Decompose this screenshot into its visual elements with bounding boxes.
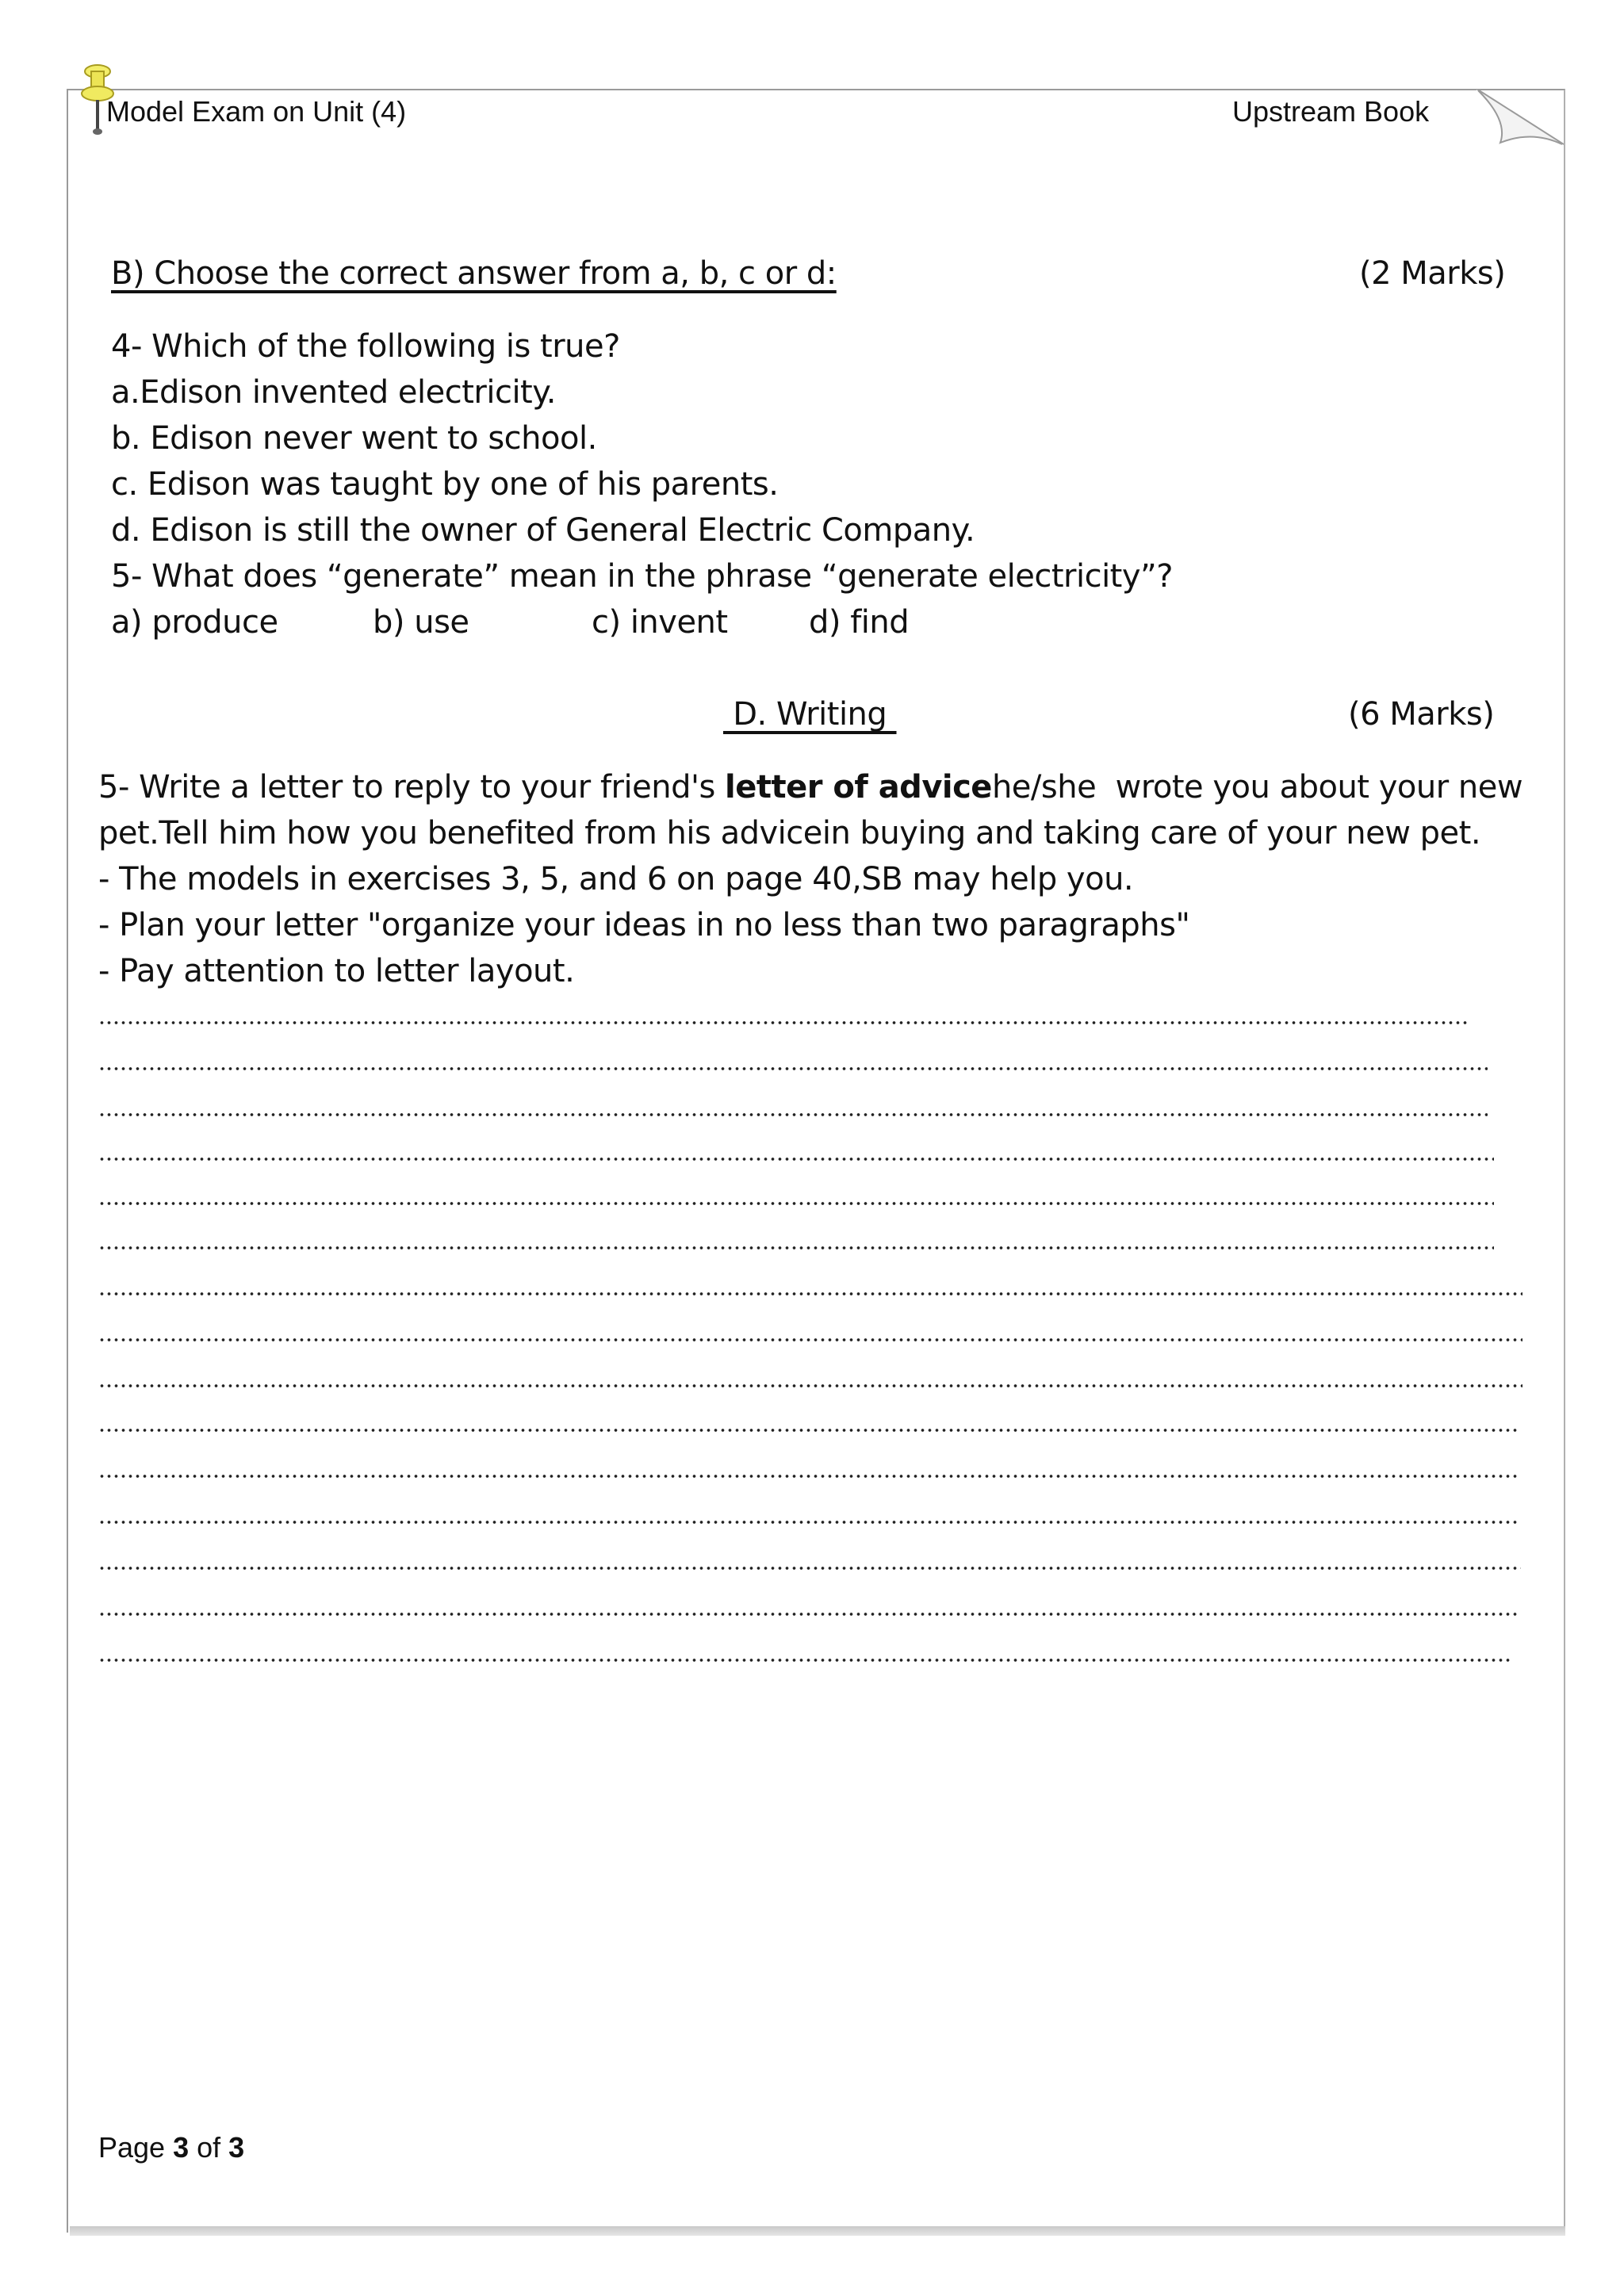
answer-line [98, 1475, 1518, 1478]
section-b-title: B) Choose the correct answer from a, b, c or d: [111, 255, 837, 292]
answer-line [98, 1113, 1488, 1116]
section-d-title: D. Writing [723, 696, 897, 733]
writing-prompt-end: he/she wrote you about your new [991, 769, 1523, 806]
q4-option-c: c. Edison was taught by one of his parents. [111, 466, 779, 503]
writing-prompt-start: 5- Write a letter to reply to your friend's [98, 769, 726, 806]
question-5: 5- What does “generate” mean in the phrase “generate electricity”? [111, 558, 1173, 595]
writing-note-layout: - Pay attention to letter layout. [98, 953, 575, 989]
question-4: 4- Which of the following is true? [111, 328, 620, 365]
writing-prompt-bold: letter of advice [725, 769, 992, 806]
answer-line [98, 1021, 1469, 1024]
q4-option-d: d. Edison is still the owner of General Electric Company. [111, 512, 975, 549]
writing-prompt-line-1 [98, 769, 1522, 806]
q4-option-b: b. Edison never went to school. [111, 420, 597, 457]
page-total: 3 [228, 2131, 245, 2164]
answer-line [98, 1067, 1488, 1070]
answer-line [98, 1246, 1494, 1249]
writing-note-models: - The models in exercises 3, 5, and 6 on page 40,SB may help you. [98, 861, 1134, 897]
q5-option-c: c) invent [592, 604, 728, 641]
answer-line [98, 1384, 1522, 1387]
page-current: 3 [173, 2131, 190, 2164]
page-word: Page [98, 2131, 174, 2164]
answer-line [98, 1521, 1518, 1524]
sheet-shadow [70, 2226, 1565, 2236]
writing-note-plan: - Plan your letter "organize your ideas in no less than two paragraphs" [98, 907, 1190, 943]
answer-line [98, 1429, 1518, 1432]
q5-option-d: d) find [809, 604, 910, 641]
header-title: Model Exam on Unit (4) [106, 95, 407, 128]
q4-option-a: a.Edison invented electricity. [111, 374, 556, 411]
answer-line [98, 1338, 1522, 1341]
section-d-marks: (6 Marks) [1348, 696, 1495, 733]
answer-line [98, 1158, 1494, 1161]
answer-line [98, 1567, 1521, 1570]
answer-line [98, 1659, 1510, 1662]
section-b-marks: (2 Marks) [1359, 255, 1506, 292]
answer-line [98, 1292, 1522, 1295]
of-word: of [189, 2131, 229, 2164]
writing-prompt-line-2: pet.Tell him how you benefited from his advicein buying and taking care of your new pet. [98, 815, 1481, 851]
q5-option-a: a) produce [111, 604, 278, 641]
q5-option-b: b) use [373, 604, 469, 641]
page-fold-icon [1477, 89, 1564, 146]
page-number [98, 2131, 244, 2164]
header-book: Upstream Book [1232, 95, 1430, 128]
answer-line [98, 1613, 1518, 1616]
answer-line [98, 1202, 1494, 1205]
